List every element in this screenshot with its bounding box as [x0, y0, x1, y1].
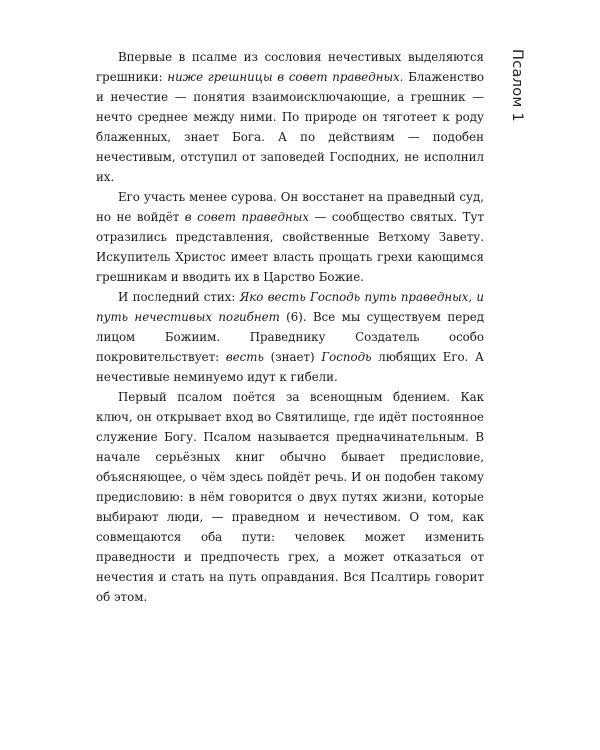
paragraph-1: Впервые в псалме из сословия нечестивых выделяются грешники: ниже грешницы в совет праведных. Блаженство и нечестие — понятия взаимоисключающие, а грешник — нечто среднее между ними. По природе он тяготеет к роду блаженных, знает Бога. А по действиям — подобен нечестивым, отступил от заповедей Господних, не исполнил их.	[96, 50, 484, 184]
quote-lord: Господь	[321, 350, 372, 364]
paragraph-3: И последний стих: Яко весть Господь путь праведных, и путь нечестивых погибнет (6). Все мы существуем перед лицом Божиим. Праведнику Создатель особо покровительствует: весть (знает) Господь любящих Его. А нечестивые неминуемо идут к гибели.	[96, 290, 485, 384]
quote-knows: весть	[225, 350, 264, 364]
body-text	[96, 47, 484, 607]
quote-council: в совет праведных	[184, 210, 309, 224]
paragraph-4: Первый псалом поётся за всенощным бдением. Как ключ, он открывает вход во Святилище, где идёт постоянное служение Богу. Псалом называется предначинательным. В начале серьёзных книг обычно бывает предисловие, объясняющее, о чём здесь пойдёт речь. И он подобен такому предисловию: в нём говорится о двух путях жизни, которые выбирают люди, — праведном и нечестивом. О том, как совмещаются оба пути: человек может изменить праведности и предпочесть грех, а может отказаться от нечестия и стать на путь оправдания. Вся Псалтирь говорит об этом.	[96, 390, 484, 604]
running-head-title: Псалом 1	[509, 49, 525, 123]
quote-sinners: ниже грешницы в совет праведных	[167, 70, 400, 84]
running-head	[509, 49, 539, 169]
quote-verse-6: Яко весть Господь путь праведных, и путь нечестивых погибнет	[96, 290, 485, 324]
paragraph-2: Его участь менее сурова. Он восстанет на праведный суд, но не войдёт в совет праведных — сообщество святых. Тут отразились представления, свойственные Ветхому Завету. Искупитель Христос имеет власть прощать грехи кающимся грешникам и вводить их в Царство Божие.	[96, 190, 484, 284]
